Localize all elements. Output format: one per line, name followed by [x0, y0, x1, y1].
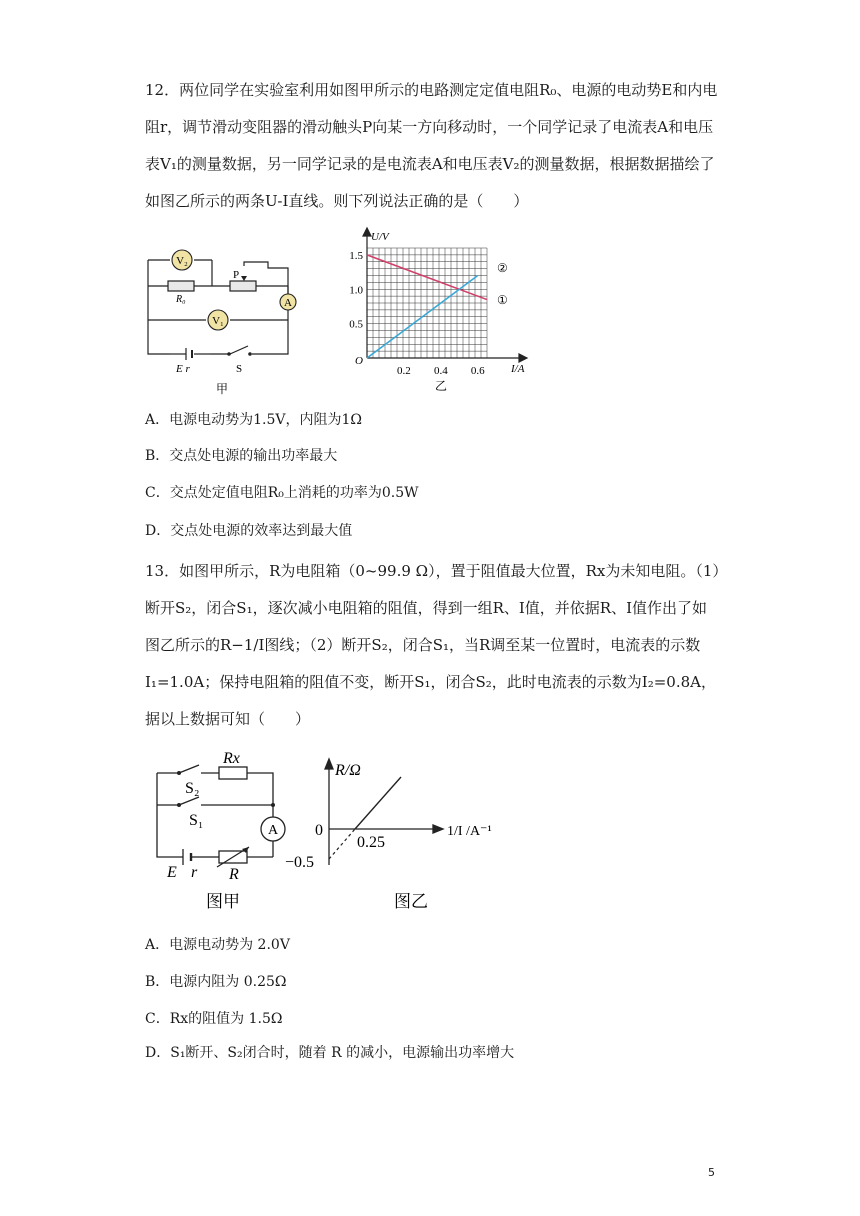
- y-tick-label: 1.5: [349, 249, 363, 262]
- q13-option-b[interactable]: B．电源内阻为 0.25Ω: [145, 974, 287, 990]
- q12-option-c[interactable]: C．交点处定值电阻R₀上消耗的功率为0.5W: [145, 485, 419, 501]
- y-tick-label: 1.0: [349, 284, 363, 297]
- y-tick-label: 0.5: [349, 318, 363, 331]
- chart-origin: O: [355, 355, 363, 367]
- q13-r-inv-i-chart: [285, 755, 525, 915]
- q12-stem: 12．两位同学在实验室利用如图甲所示的电路测定定值电阻R₀、电源的电动势E和内电阻r，调节滑动变阻器的滑动触头P向某一方向移动时，一个同学记录了电流表A和电压表V₁的测量数据，另一同学记录的是电流表A和电压表V₂的测量数据，根据数据描绘了如图乙所示的两条U-I直线。则下列说法正确的是（ ）: [145, 81, 718, 210]
- fig-jia-caption: 甲: [215, 382, 229, 396]
- r-label: r: [191, 864, 198, 881]
- s2-label: S₂: [185, 780, 200, 797]
- line-label-2: ②: [497, 261, 508, 275]
- q12-option-a[interactable]: A．电源电动势为1.5V，内阻为1Ω: [145, 412, 362, 428]
- r0-label: R₀: [176, 294, 186, 305]
- e-label: E: [167, 864, 177, 881]
- x-tick-label: 0.4: [433, 365, 448, 377]
- r-axis-label: R/Ω: [335, 762, 361, 779]
- q13-circuit-figure: [145, 745, 295, 915]
- v2-label: V₂: [176, 255, 188, 267]
- zero-label: 0: [315, 822, 323, 839]
- rx-label: Rx: [223, 750, 240, 767]
- ammeter-label: A: [284, 297, 292, 309]
- chart-grid: [367, 248, 487, 358]
- s1-label: S₁: [189, 812, 204, 829]
- x-tick-label: 0.2: [397, 365, 411, 377]
- switch-s-label: S: [236, 363, 243, 375]
- q13-stem: 13．如图甲所示，R为电阻箱（0~99.9 Ω），置于阻值最大位置，Rx为未知电阻。（1）断开S₂，闭合S₁，逐次减小电阻箱的阻值，得到一组R、I值，并依据R、I值作出了如图乙所示的R−1/I图线；（2）断开S₂，闭合S₁，当R调至某一位置时，电流表的示数I₁=1.0A；保持电阻箱的阻值不变，断开S₁，闭合S₂，此时电流表的示数为I₂=0.8A，据以上数据可知（ ）: [145, 562, 720, 728]
- q12-option-b[interactable]: B．交点处电源的输出功率最大: [145, 448, 338, 464]
- x-tick-label: 0.25: [357, 834, 385, 851]
- chart-ylabel: U/V: [371, 231, 389, 243]
- er-label: E r: [176, 363, 190, 375]
- y-intercept-label: −0.5: [285, 854, 315, 871]
- v1-label: V₁: [212, 315, 224, 327]
- x-tick-label: 0.6: [470, 365, 485, 377]
- q12-circuit-figure: [140, 238, 310, 398]
- resistor-box-label: R: [229, 866, 239, 883]
- q12-option-d[interactable]: D．交点处电源的效率达到最大值: [145, 523, 353, 539]
- q13-option-a[interactable]: A．电源电动势为 2.0V: [145, 937, 290, 953]
- chart-xlabel: I/A: [511, 363, 525, 375]
- fig-q13-jia-caption: 图甲: [206, 892, 240, 911]
- fig-q13-yi-caption: 图乙: [394, 892, 428, 911]
- q13-option-c[interactable]: C．Rx的阻值为 1.5Ω: [145, 1011, 283, 1027]
- page-number: 5: [708, 1166, 715, 1179]
- slider-p-label: P: [233, 269, 240, 281]
- line-label-1: ①: [497, 293, 508, 307]
- ammeter-a-label: A: [267, 823, 279, 838]
- q13-option-d[interactable]: D．S₁断开、S₂闭合时，随着 R 的减小，电源输出功率增大: [145, 1045, 515, 1061]
- inv-i-axis-label: 1/I /A⁻¹: [447, 824, 492, 839]
- fig-yi-caption: 乙: [434, 379, 448, 393]
- q12-ui-chart: [335, 226, 545, 396]
